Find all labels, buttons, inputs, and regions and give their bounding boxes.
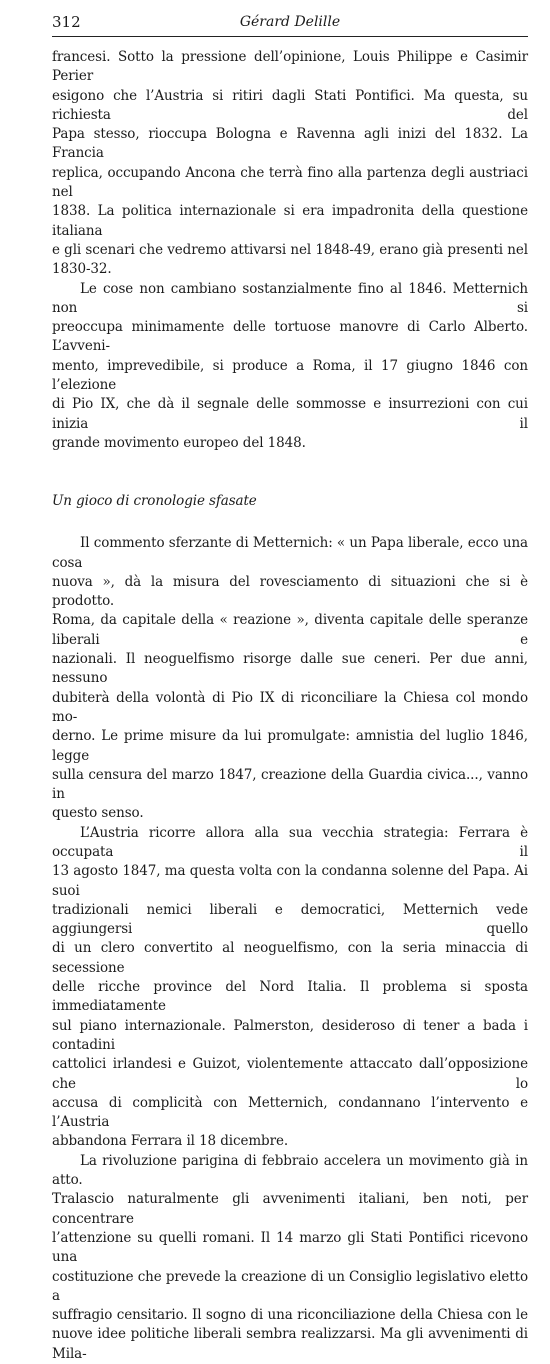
text-line: grande movimento europeo del 1848.: [52, 434, 306, 451]
text-line: Le cose non cambiano sostanzialmente fino al 1846. Metternich non si: [52, 280, 528, 316]
page-number: 312: [52, 13, 81, 31]
text-line: sulla censura del marzo 1847, creazione della Guardia civica..., vanno in: [52, 766, 528, 803]
text-line: dubiterà della volontà di Pio IX di riconciliare la Chiesa col mondo mo-: [52, 689, 528, 725]
text-line: e gli scenari che vedremo attivarsi nel 1848-49, erano già presenti nel: [52, 241, 528, 258]
section-heading: Un gioco di cronologie sfasate: [52, 493, 257, 510]
text-line: suffragio censitario. Il sogno di una riconciliazione della Chiesa con le: [52, 1307, 528, 1324]
paragraph-1: [52, 48, 528, 280]
text-line: di un clero convertito al neoguelfismo, con la seria minaccia di secessione: [52, 940, 528, 976]
section-paragraph-1: [52, 534, 528, 823]
text-line: Tralascio naturalmente gli avvenimenti italiani, ben noti, per concentrare: [52, 1191, 528, 1227]
text-line: nuova », dà la misura del rovesciamento di situazioni che si è prodotto.: [52, 573, 528, 610]
text-line: 13 agosto 1847, ma questa volta con la condanna solenne del Papa. Ai suoi: [52, 863, 528, 899]
text-line: derno. Le prime misure da lui promulgate: amnistia del luglio 1846, legge: [52, 728, 528, 764]
running-head-author: Gérard Delille: [239, 14, 341, 30]
text-line: nuove idee politiche liberali sembra realizzarsi. Ma gli avvenimenti di Mila-: [52, 1326, 528, 1362]
text-line: La rivoluzione parigina di febbraio accelera un movimento già in atto.: [52, 1152, 528, 1189]
text-line: nazionali. Il neoguelfismo risorge dalle sue ceneri. Per due anni, nessuno: [52, 651, 528, 687]
text-line: sul piano internazionale. Palmerston, desideroso di tener a bada i contadini: [52, 1017, 528, 1053]
section-paragraph-2: [52, 824, 528, 1152]
text-line: 1838. La politica internazionale si era impadronita della questione italiana: [52, 203, 528, 239]
text-line: mento, imprevedibile, si produce a Roma, il 17 giugno 1846 con l’elezione: [52, 357, 528, 394]
book-page: [52, 0, 528, 1362]
text-line: tradizionali nemici liberali e democratici, Metternich vede aggiungersi quello: [52, 901, 528, 938]
text-line: l’attenzione su quelli romani. Il 14 marzo gli Stati Pontifici ricevono una: [52, 1229, 528, 1266]
section-paragraph-3: [52, 1152, 528, 1364]
text-line: di Pio IX, che dà il segnale delle sommosse e insurrezioni con cui inizia il: [52, 396, 528, 432]
text-line: Papa stesso, rioccupa Bologna e Ravenna agli inizi del 1832. La Francia: [52, 126, 528, 162]
text-line: L’Austria ricorre allora alla sua vecchia strategia: Ferrara è occupata il: [52, 824, 528, 860]
text-line: Il commento sferzante di Metternich: « un Papa liberale, ecco una cosa: [52, 535, 528, 571]
text-line: esigono che l’Austria si ritiri dagli Stati Pontifici. Ma questa, su richiesta del: [52, 87, 528, 123]
text-line: accusa di complicità con Metternich, condannano l’intervento e l’Austria: [52, 1094, 528, 1131]
text-line: abbandona Ferrara il 18 dicembre.: [52, 1133, 289, 1150]
text-line: delle ricche province del Nord Italia. Il problema si sposta immediatamente: [52, 979, 528, 1015]
text-line: questo senso.: [52, 805, 144, 822]
text-line: francesi. Sotto la pressione dell’opinione, Louis Philippe e Casimir Perier: [52, 49, 528, 85]
text-line: cattolici irlandesi e Guizot, violentemente attaccato dall’opposizione che lo: [52, 1056, 528, 1092]
text-line: replica, occupando Ancona che terrà fino alla partenza degli austriaci nel: [52, 164, 528, 201]
text-line: Roma, da capitale della « reazione », diventa capitale delle speranze liberali e: [52, 612, 528, 648]
body-text: [52, 48, 528, 1364]
paragraph-2: [52, 280, 528, 454]
text-line: costituzione che prevede la creazione di un Consiglio legislativo eletto a: [52, 1268, 528, 1304]
running-header: [52, 12, 528, 37]
text-line: 1830-32.: [52, 261, 112, 278]
text-line: preoccupa minimamente delle tortuose manovre di Carlo Alberto. L’avveni-: [52, 319, 528, 355]
